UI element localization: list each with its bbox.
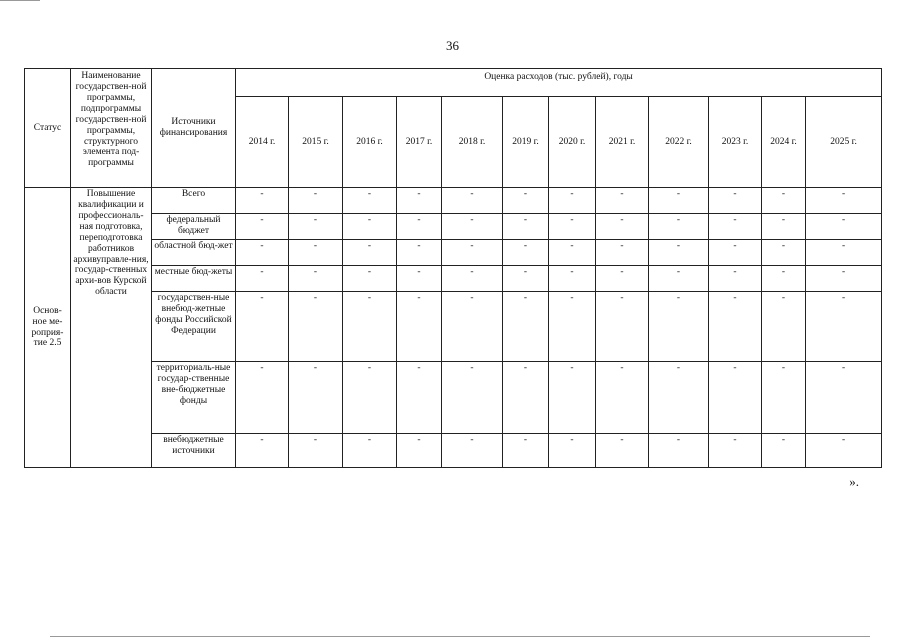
amount-cell: - (343, 362, 397, 434)
amount-cell: - (503, 266, 549, 292)
amount-cell: - (397, 292, 442, 362)
amount-cell: - (596, 240, 649, 266)
amount-cell: - (236, 188, 289, 214)
amount-cell: - (343, 434, 397, 468)
amount-cell: - (289, 292, 343, 362)
header-sources: Источники финансирования (152, 69, 236, 188)
header-year: 2016 г. (343, 97, 397, 188)
amount-cell: - (806, 188, 882, 214)
amount-cell: - (289, 434, 343, 468)
amount-cell: - (442, 214, 503, 240)
table-row (25, 362, 882, 434)
amount-cell: - (289, 362, 343, 434)
amount-cell: - (343, 188, 397, 214)
funding-source-cell: федеральный бюджет (152, 214, 236, 240)
amount-cell: - (709, 188, 762, 214)
funding-source-cell: Всего (152, 188, 236, 214)
amount-cell: - (762, 362, 806, 434)
closing-quote: ». (849, 474, 859, 489)
amount-cell: - (236, 266, 289, 292)
amount-cell: - (806, 362, 882, 434)
budget-table (24, 68, 882, 468)
amount-cell: - (503, 434, 549, 468)
amount-cell: - (397, 214, 442, 240)
table-row (25, 188, 882, 214)
header-year: 2017 г. (397, 97, 442, 188)
amount-cell: - (596, 266, 649, 292)
amount-cell: - (649, 214, 709, 240)
amount-cell: - (806, 292, 882, 362)
amount-cell: - (549, 292, 596, 362)
amount-cell: - (762, 292, 806, 362)
amount-cell: - (549, 266, 596, 292)
amount-cell: - (709, 266, 762, 292)
funding-source-cell: областной бюд-жет (152, 240, 236, 266)
amount-cell: - (442, 188, 503, 214)
page-number: 36 (446, 38, 459, 53)
amount-cell: - (397, 188, 442, 214)
header-status: Статус (25, 69, 71, 188)
amount-cell: - (503, 362, 549, 434)
amount-cell: - (289, 266, 343, 292)
amount-cell: - (503, 214, 549, 240)
amount-cell: - (649, 434, 709, 468)
amount-cell: - (503, 188, 549, 214)
header-year: 2020 г. (549, 97, 596, 188)
amount-cell: - (649, 240, 709, 266)
amount-cell: - (343, 240, 397, 266)
amount-cell: - (289, 214, 343, 240)
amount-cell: - (806, 214, 882, 240)
amount-cell: - (709, 362, 762, 434)
amount-cell: - (649, 292, 709, 362)
table-row (25, 214, 882, 240)
header-year: 2023 г. (709, 97, 762, 188)
amount-cell: - (397, 434, 442, 468)
amount-cell: - (806, 434, 882, 468)
header-estimate: Оценка расходов (тыс. рублей), годы (236, 69, 882, 97)
amount-cell: - (762, 434, 806, 468)
amount-cell: - (549, 240, 596, 266)
amount-cell: - (709, 434, 762, 468)
amount-cell: - (343, 292, 397, 362)
header-year: 2025 г. (806, 97, 882, 188)
amount-cell: - (503, 240, 549, 266)
amount-cell: - (596, 292, 649, 362)
amount-cell: - (549, 434, 596, 468)
amount-cell: - (397, 266, 442, 292)
amount-cell: - (236, 292, 289, 362)
amount-cell: - (343, 266, 397, 292)
funding-source-cell: внебюджетные источники (152, 434, 236, 468)
header-name: Наименование государствен-ной программы, подпрограммы государствен-ной программы, структурного элемента под-программы (71, 69, 152, 188)
amount-cell: - (806, 240, 882, 266)
table-row (25, 434, 882, 468)
amount-cell: - (709, 240, 762, 266)
amount-cell: - (806, 266, 882, 292)
amount-cell: - (442, 434, 503, 468)
program-name-cell: Повышение квалификации и профессиональ-ная подготовка, переподготовка работников архивуправле-ния, государ-ственных архи-вов Курской области (71, 188, 152, 468)
amount-cell: - (236, 434, 289, 468)
amount-cell: - (236, 362, 289, 434)
table-row (25, 266, 882, 292)
amount-cell: - (709, 292, 762, 362)
funding-source-cell: государствен-ные внебюд-жетные фонды Российской Федерации (152, 292, 236, 362)
header-year: 2019 г. (503, 97, 549, 188)
amount-cell: - (397, 240, 442, 266)
amount-cell: - (442, 292, 503, 362)
header-year: 2018 г. (442, 97, 503, 188)
amount-cell: - (442, 240, 503, 266)
scan-artifact-top (0, 0, 40, 1)
amount-cell: - (596, 434, 649, 468)
table-row (25, 292, 882, 362)
scan-artifact-bottom (50, 636, 870, 637)
amount-cell: - (549, 188, 596, 214)
amount-cell: - (236, 240, 289, 266)
amount-cell: - (442, 266, 503, 292)
amount-cell: - (596, 188, 649, 214)
header-year: 2022 г. (649, 97, 709, 188)
amount-cell: - (596, 362, 649, 434)
funding-source-cell: местные бюд-жеты (152, 266, 236, 292)
amount-cell: - (549, 214, 596, 240)
amount-cell: - (289, 240, 343, 266)
amount-cell: - (649, 188, 709, 214)
status-cell: Основ-ное ме-роприя-тие 2.5 (25, 188, 71, 468)
amount-cell: - (762, 240, 806, 266)
amount-cell: - (289, 188, 343, 214)
amount-cell: - (442, 362, 503, 434)
amount-cell: - (236, 214, 289, 240)
amount-cell: - (397, 362, 442, 434)
amount-cell: - (649, 362, 709, 434)
amount-cell: - (503, 292, 549, 362)
table-row (25, 240, 882, 266)
amount-cell: - (596, 214, 649, 240)
funding-source-cell: территориаль-ные государ-ственные вне-бюджетные фонды (152, 362, 236, 434)
header-year: 2015 г. (289, 97, 343, 188)
amount-cell: - (762, 214, 806, 240)
amount-cell: - (762, 266, 806, 292)
amount-cell: - (549, 362, 596, 434)
amount-cell: - (343, 214, 397, 240)
header-year: 2024 г. (762, 97, 806, 188)
header-year: 2014 г. (236, 97, 289, 188)
header-year: 2021 г. (596, 97, 649, 188)
amount-cell: - (709, 214, 762, 240)
table-body (25, 188, 882, 468)
amount-cell: - (762, 188, 806, 214)
amount-cell: - (649, 266, 709, 292)
